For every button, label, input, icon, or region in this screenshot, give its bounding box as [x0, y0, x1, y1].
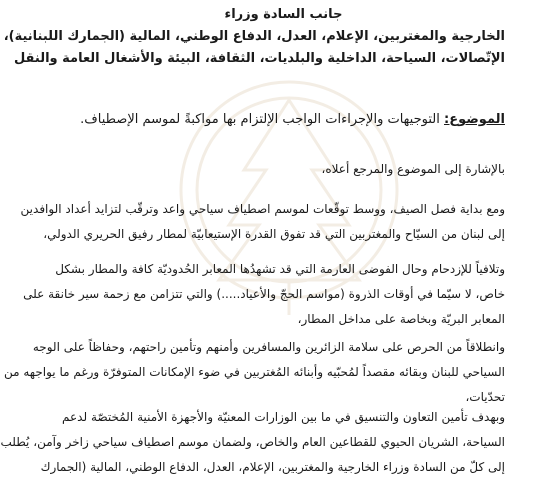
paragraph-congestion: [23, 257, 505, 332]
paragraph-line: خاص، لا سيّما في أوقات الذروة (مواسم الحجّ والأعياد.....) والتي تتزامن مع زحمة سير خانقة على: [23, 287, 505, 301]
ministers-line-1: الخارجية والمغتربين، الإعلام، العدل، الدفاع الوطني، المالية (الجمارك اللبنانية)،: [3, 29, 505, 44]
subject-line: [80, 112, 505, 127]
letter-header: [3, 0, 505, 70]
subject-text: التوجيهات والإجراءات الواجب الإلتزام بها مواكبةً لموسم الإصطياف.: [80, 112, 440, 127]
subject-label: الموضوع:: [444, 112, 505, 127]
salutation: جانب السادة وزراء: [224, 7, 343, 22]
paragraph-safety: [4, 335, 505, 410]
paragraph-line: وبهدف تأمين التعاون والتنسيق في ما بين الوزارات المعنيّة والأجهزة الأمنية المُختصّة لدعم: [62, 410, 505, 424]
paragraph-line: ومع بداية فصل الصيف، ووسط توقّعات لموسم اصطياف سياحي واعد وترقّب لتزايد أعداد الوافدين: [20, 202, 505, 216]
ministers-line-2: الإتّصالات، السياحة، الداخلية والبلديات، الثقافة، البيئة والأشغال العامة والنقل: [13, 51, 505, 66]
paragraph-coordination: [0, 405, 505, 480]
paragraph-line: وتلافياً للإزدحام وحال الفوضى العارمة التي قد تشهدُها المعابر الحُدوديّة كافة والمطار بشكل: [55, 262, 505, 276]
paragraph-line: المعابر البريّة وبخاصة على مداخل المطار،: [297, 312, 505, 326]
paragraph-line: إلى لبنان من السيّاح والمغتربين التي قد تفوق القدرة الإستيعابيّة لمطار رفيق الحريري الدولي،: [43, 227, 505, 241]
paragraph-summer-season: [20, 197, 505, 247]
paragraph-line: بالإشارة إلى الموضوع والمرجع أعلاه،: [321, 162, 505, 176]
paragraph-line: السياحي للبنان وبقائه مقصداً لمُحبّيه وأبنائه المُغتربين في ضوء الإمكانات المتوفرّة ورغم ما يواجهه من: [4, 365, 505, 379]
paragraph-line: تحدّيات،: [465, 390, 505, 404]
paragraph-line: وانطلاقاً من الحرص على سلامة الزائرين والمسافرين وأمنهم وتأمين راحتهم، وحفاظاً على الوجه: [32, 340, 505, 354]
paragraph-line: السياحة، الشريان الحيوي للقطاعين العام والخاص، ولضمان موسم اصطياف سياحي زاخر وآمن، يُطلب: [0, 435, 505, 449]
paragraph-line: إلى كلّ من السادة وزراء الخارجية والمغتربين، الإعلام، العدل، الدفاع الوطني، المالية (الجمارك: [40, 460, 505, 474]
paragraph-reference: [62, 157, 505, 182]
